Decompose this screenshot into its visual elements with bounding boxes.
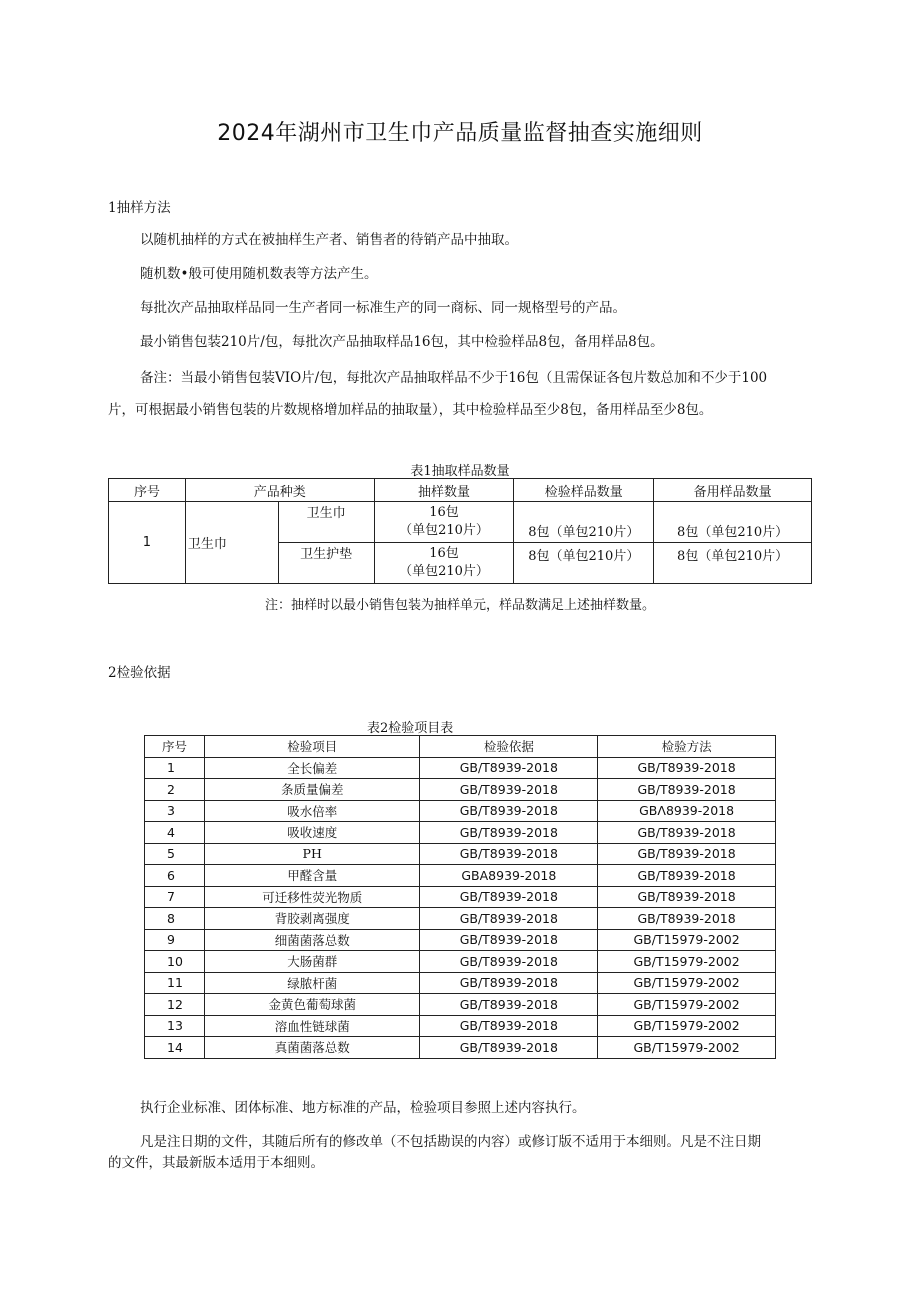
table-cell: 1 <box>109 502 186 584</box>
table-cell: GB/T8939-2018 <box>420 929 598 951</box>
table-header-row <box>109 479 812 502</box>
table-cell: GB/T15979-2002 <box>598 1015 776 1037</box>
table-cell: 8包（单包210片） <box>654 502 812 543</box>
table-row <box>145 822 776 844</box>
table-cell: GB/T8939-2018 <box>420 886 598 908</box>
table-cell: 3 <box>145 800 205 822</box>
header-cell: 序号 <box>145 736 205 758</box>
table-cell: GB/T8939-2018 <box>420 908 598 930</box>
table-row <box>145 951 776 973</box>
inspection-table <box>144 735 776 1059</box>
table-note: 注：抽样时以最小销售包装为抽样单元，样品数满足上述抽样数量。 <box>264 598 655 613</box>
table-cell: 可迁移性荧光物质 <box>204 886 420 908</box>
header-cell: 备用样品数量 <box>654 479 812 502</box>
page-title: 2024年湖州市卫生巾产品质量监督抽查实施细则 <box>217 121 703 146</box>
table-cell: 8 <box>145 908 205 930</box>
table-cell: 8包（单包210片） <box>514 543 654 584</box>
table-cell: GB/T8939-2018 <box>420 800 598 822</box>
table-cell: GB/T8939-2018 <box>598 779 776 801</box>
header-cell: 检验样品数量 <box>514 479 654 502</box>
table-cell: GB/T8939-2018 <box>420 1015 598 1037</box>
sample-count: 16包 <box>429 505 459 520</box>
table-cell: GB/T8939-2018 <box>598 822 776 844</box>
table-cell: GB/T8939-2018 <box>420 951 598 973</box>
table-row <box>145 1015 776 1037</box>
table-row <box>145 972 776 994</box>
table-cell: 11 <box>145 972 205 994</box>
table-cell: GBA8939-2018 <box>420 865 598 887</box>
table-cell: GB/T8939-2018 <box>420 1037 598 1059</box>
table-cell: GB/T8939-2018 <box>420 779 598 801</box>
table-cell: 7 <box>145 886 205 908</box>
sample-count: 16包 <box>429 546 459 561</box>
table-cell: GB/T8939-2018 <box>598 886 776 908</box>
table-row <box>145 757 776 779</box>
paragraph: 片，可根据最小销售包装的片数规格增加样品的抽取量），其中检验样品至少8包，备用样品至少8包。 <box>108 402 713 418</box>
inspection-table-body <box>145 757 776 1058</box>
table-cell: 8包（单包210片） <box>654 543 812 584</box>
paragraph: 凡是注日期的文件，其随后所有的修改单（不包括勘误的内容）或修订版不适用于本细则。凡是不注日期 <box>140 1134 761 1150</box>
table-row <box>145 929 776 951</box>
table-cell: GB/T8939-2018 <box>598 843 776 865</box>
table-cell: 大肠菌群 <box>204 951 420 973</box>
table-cell: 8包（单包210片） <box>514 502 654 543</box>
table-cell <box>374 502 514 543</box>
table-cell: 13 <box>145 1015 205 1037</box>
table-cell: GB/T8939-2018 <box>420 757 598 779</box>
sample-unit: （单包210片） <box>399 564 489 579</box>
table-cell: 5 <box>145 843 205 865</box>
table-caption: 表2检验项目表 <box>367 721 454 736</box>
table-cell: GB/T8939-2018 <box>420 972 598 994</box>
table-cell: 10 <box>145 951 205 973</box>
sampling-table <box>108 478 812 584</box>
table-row <box>145 800 776 822</box>
table-cell: 9 <box>145 929 205 951</box>
section-heading-basis: 2检验依据 <box>108 665 171 681</box>
paragraph: 随机数•般可使用随机数表等方法产生。 <box>140 266 378 282</box>
table-cell: GB/T8939-2018 <box>420 994 598 1016</box>
table-cell: 卫生护垫 <box>278 543 374 584</box>
table-cell: 卫生巾 <box>278 502 374 543</box>
table-cell: 12 <box>145 994 205 1016</box>
section-heading-sampling: 1抽样方法 <box>108 200 171 216</box>
table-row <box>145 908 776 930</box>
table-cell: GB/T8939-2018 <box>598 757 776 779</box>
header-cell: 检验项目 <box>204 736 420 758</box>
table-cell: GB/T15979-2002 <box>598 1037 776 1059</box>
table-cell: PH <box>204 843 420 865</box>
table-cell: GB/T8939-2018 <box>598 865 776 887</box>
table-row <box>145 865 776 887</box>
table-caption: 表1抽取样品数量 <box>410 464 510 479</box>
table-cell: 溶血性链球菌 <box>204 1015 420 1037</box>
table-cell: 卫生巾 <box>185 502 278 584</box>
table-cell: GB/T15979-2002 <box>598 929 776 951</box>
table-cell: 2 <box>145 779 205 801</box>
table-cell: GBΛ8939-2018 <box>598 800 776 822</box>
table-cell: 全长偏差 <box>204 757 420 779</box>
header-cell: 序号 <box>109 479 186 502</box>
table-row <box>145 886 776 908</box>
table-cell: 背胶剥离强度 <box>204 908 420 930</box>
table-cell: GB/T15979-2002 <box>598 951 776 973</box>
table-cell: 6 <box>145 865 205 887</box>
paragraph: 备注：当最小销售包装VIO片/包，每批次产品抽取样品不少于16包（且需保证各包片数总加和不少于100 <box>140 370 768 386</box>
table-row <box>145 994 776 1016</box>
table-cell: 真菌菌落总数 <box>204 1037 420 1059</box>
header-cell: 检验依据 <box>420 736 598 758</box>
paragraph: 以随机抽样的方式在被抽样生产者、销售者的待销产品中抽取。 <box>140 232 518 248</box>
header-cell: 抽样数量 <box>374 479 514 502</box>
table-cell: 条质量偏差 <box>204 779 420 801</box>
paragraph: 每批次产品抽取样品同一生产者同一标准生产的同一商标、同一规格型号的产品。 <box>140 300 626 316</box>
table-header-row <box>145 736 776 758</box>
table-cell: GB/T8939-2018 <box>420 843 598 865</box>
table-cell: 甲醛含量 <box>204 865 420 887</box>
table-cell: 金黄色葡萄球菌 <box>204 994 420 1016</box>
header-cell: 产品种类 <box>185 479 374 502</box>
table-row <box>145 779 776 801</box>
table-row <box>145 843 776 865</box>
table-cell: 14 <box>145 1037 205 1059</box>
paragraph: 的文件，其最新版本适用于本细则。 <box>108 1155 324 1171</box>
table-cell: 4 <box>145 822 205 844</box>
sample-unit: （单包210片） <box>399 523 489 538</box>
table-row <box>109 502 812 543</box>
table-cell: GB/T8939-2018 <box>598 908 776 930</box>
table-row <box>145 1037 776 1059</box>
table-cell: 1 <box>145 757 205 779</box>
table-cell: GB/T15979-2002 <box>598 972 776 994</box>
paragraph: 最小销售包装210片/包，每批次产品抽取样品16包，其中检验样品8包，备用样品8包。 <box>140 334 664 350</box>
table-cell: GB/T8939-2018 <box>420 822 598 844</box>
table-cell <box>374 543 514 584</box>
paragraph: 执行企业标准、团体标准、地方标准的产品，检验项目参照上述内容执行。 <box>140 1100 586 1116</box>
table-cell: GB/T15979-2002 <box>598 994 776 1016</box>
table-cell: 绿脓杆菌 <box>204 972 420 994</box>
table-cell: 吸水倍率 <box>204 800 420 822</box>
table-cell: 细菌菌落总数 <box>204 929 420 951</box>
header-cell: 检验方法 <box>598 736 776 758</box>
table-cell: 吸收速度 <box>204 822 420 844</box>
